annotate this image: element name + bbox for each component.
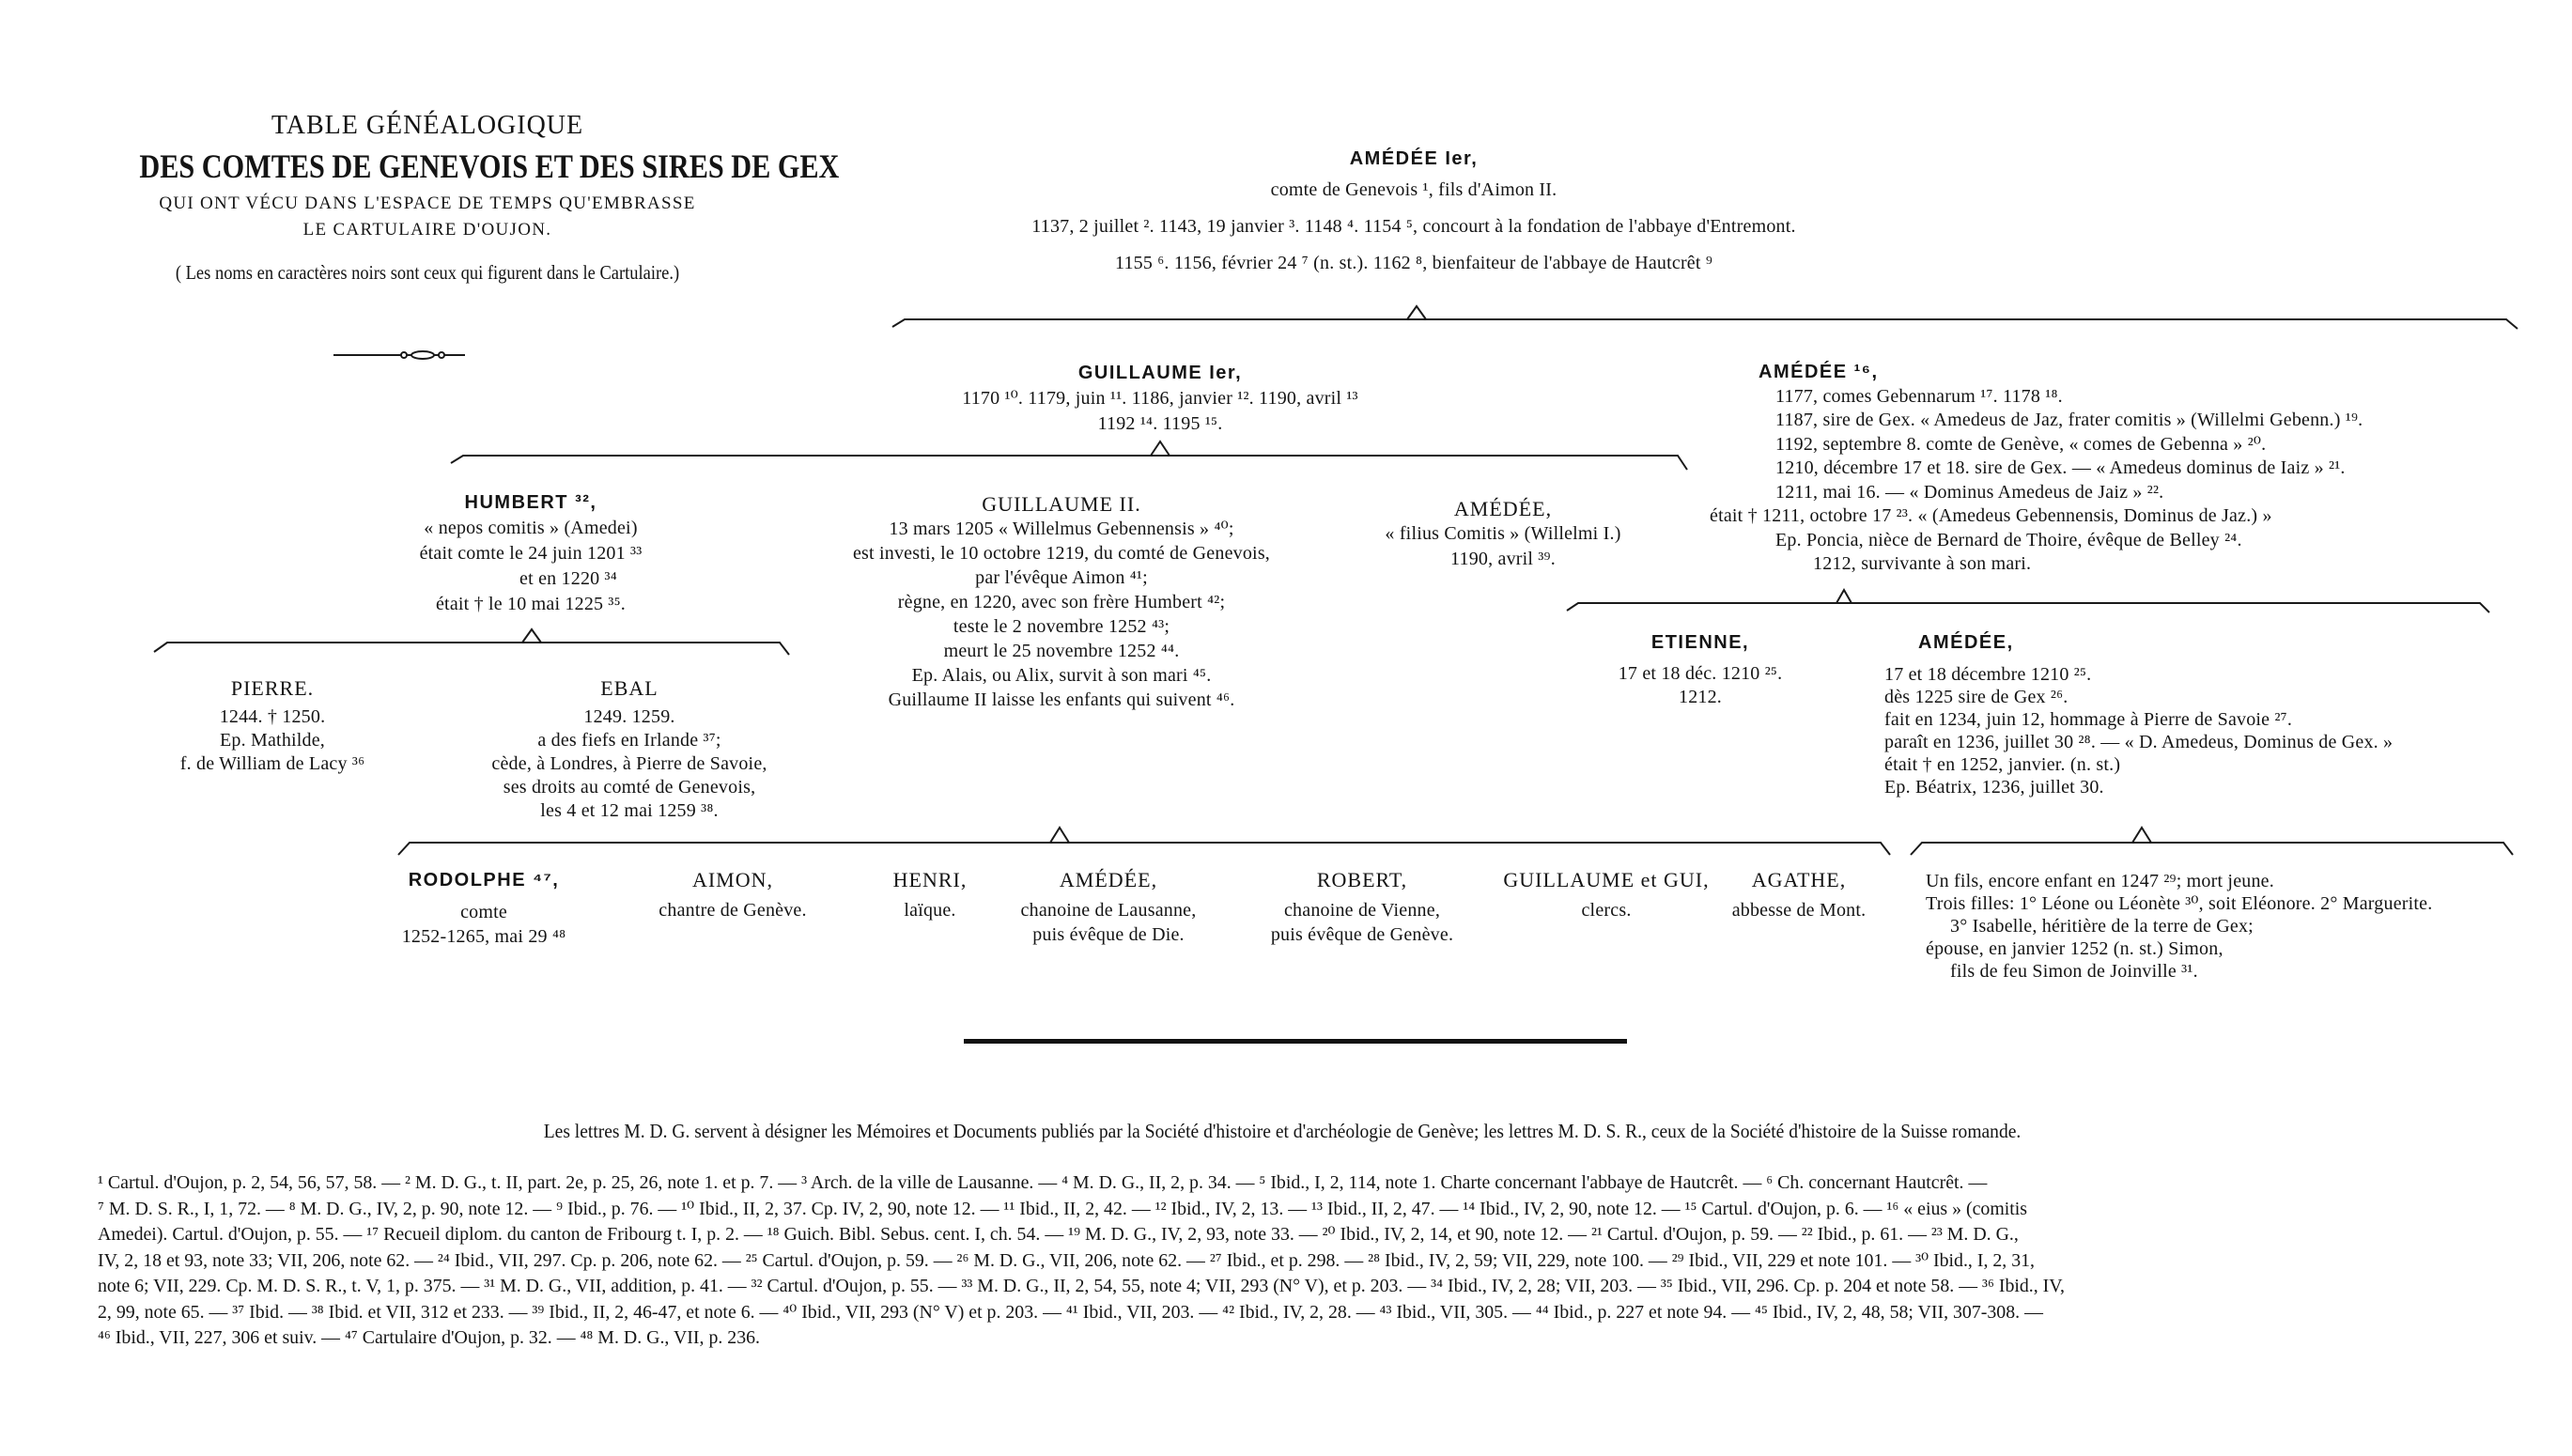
connector-guillaume-2-apex bbox=[1050, 828, 1069, 843]
person-name: HUMBERT ³², bbox=[464, 492, 597, 513]
person-name: AIMON, bbox=[691, 868, 774, 891]
person-detail: 1192, septembre 8. comte de Genève, « comes de Gebenna » ²⁰. bbox=[1775, 433, 2267, 455]
title-line-3: QUI ONT VÉCU DANS L'ESPACE DE TEMPS QU'EMBRASSE bbox=[159, 194, 696, 213]
title-line-4: LE CARTULAIRE D'OUJON. bbox=[302, 220, 552, 240]
person-detail: était † le 10 mai 1225 ³⁵. bbox=[435, 594, 627, 614]
title-ornament-center bbox=[411, 351, 434, 359]
footnote-line: Amedei). Cartul. d'Oujon, p. 55. — ¹⁷ Recueil diplom. du canton de Fribourg t. I, p. 2. — ¹⁸ Guich. Bibl. Sebus. cent. I, ch. 54. — ¹⁹ M. D. G., IV, 2, 93, note 33. — ²⁰ Ibid., IV, 2, 14, et 90, note 12. — ²¹ Cartul. d'Oujon, p. 59. — ²² Ibid., p. 61. — ²³ M. D. G., bbox=[98, 1224, 2019, 1245]
person-detail: chantre de Genève. bbox=[658, 900, 807, 921]
person-detail: chanoine de Lausanne, bbox=[1020, 900, 1197, 921]
person-detail: était comte le 24 juin 1201 ³³ bbox=[419, 543, 643, 564]
person-name: GUILLAUME Ier, bbox=[1077, 363, 1243, 383]
person-detail: cède, à Londres, à Pierre de Savoie, bbox=[491, 753, 767, 774]
person-humbert bbox=[376, 490, 686, 617]
person-detail: était † en 1252, janvier. (n. st.) bbox=[1884, 754, 2121, 775]
person-etienne bbox=[1588, 631, 1813, 709]
person-name: GUILLAUME II. bbox=[982, 492, 1141, 516]
person-detail: clercs. bbox=[1581, 900, 1632, 921]
person-detail: 17 et 18 décembre 1210 ²⁵. bbox=[1884, 664, 2092, 685]
person-detail: 1155 ⁶. 1156, février 24 ⁷ (n. st.). 1162 ⁸, bienfaiteur de l'abbaye de Hautcrêt ⁹ bbox=[1114, 253, 1713, 273]
connector-humbert bbox=[154, 643, 789, 655]
person-detail: Ep. Poncia, nièce de Bernard de Thoire, évêque de Belley ²⁴. bbox=[1775, 529, 2242, 550]
footnote-line: IV, 2, 18 et 93, note 33; VII, 206, note 62. — ²⁴ Ibid., VII, 297. Cp. p. 206, note 62. — ²⁵ Cartul. d'Oujon, p. 59. — ²⁶ M. D. G., VII, 206, note 62. — ²⁷ Ibid., et p. 298. — ²⁸ Ibid., IV, 2, 59; VII, 229, note 100. — ²⁹ Ibid., VII, 229 et note 101. — ³⁰ Ibid., I, 2, 31, bbox=[98, 1249, 2036, 1271]
person-detail: 1192 ¹⁴. 1195 ¹⁵. bbox=[1097, 413, 1223, 434]
person-name: EBAL bbox=[600, 676, 658, 700]
person-name: PIERRE. bbox=[230, 676, 315, 700]
person-amedee-gex bbox=[1710, 361, 2461, 577]
connector-amedee-1-apex bbox=[1407, 306, 1426, 319]
person-robert bbox=[1240, 868, 1484, 947]
person-detail: Un fils, encore enfant en 1247 ²⁹; mort jeune. bbox=[1926, 871, 2274, 891]
title-line-2: DES COMTES DE GENEVOIS ET DES SIRES DE GEX bbox=[139, 147, 840, 185]
person-detail: laïque. bbox=[904, 900, 956, 921]
person-amedee-filius bbox=[1343, 496, 1663, 572]
person-detail: paraît en 1236, juillet 30 ²⁸. — « D. Amedeus, Dominus de Gex. » bbox=[1884, 732, 2394, 752]
person-detail: règne, en 1220, avec son frère Humbert ⁴²; bbox=[897, 592, 1226, 612]
person-detail: « nepos comitis » (Amedei) bbox=[424, 518, 638, 538]
connector-amedee-gex-apex bbox=[1836, 590, 1852, 603]
person-detail: 3° Isabelle, héritière de la terre de Gex; bbox=[1950, 916, 2254, 937]
person-agathe bbox=[1700, 868, 1898, 922]
connector-amedee-1 bbox=[892, 319, 2518, 329]
section-separator bbox=[964, 1039, 1627, 1044]
person-name: AMÉDÉE, bbox=[1918, 632, 2014, 653]
person-detail: comte de Genevois ¹, fils d'Aimon II. bbox=[1270, 179, 1557, 200]
footnotes bbox=[98, 1170, 2502, 1352]
connector-guillaume-2 bbox=[398, 843, 1890, 855]
person-detail: 1211, mai 16. — « Dominus Amedeus de Jaiz » ²². bbox=[1775, 481, 2164, 503]
person-amedee-gex-2 bbox=[1884, 631, 2542, 798]
person-detail: 1212, survivante à son mari. bbox=[1813, 553, 2032, 574]
person-detail: puis évêque de Die. bbox=[1032, 924, 1185, 945]
footnote-line: 2, 99, note 65. — ³⁷ Ibid. — ³⁸ Ibid. et VII, 312 et 233. — ³⁹ Ibid., II, 2, 46-47, et note 6. — ⁴⁰ Ibid., VII, 293 (N° V) et p. 203. — ⁴¹ Ibid., VII, 203. — ⁴² Ibid., IV, 2, 28. — ⁴³ Ibid., VII, 305. — ⁴⁴ Ibid., p. 227 et note 94. — ⁴⁵ Ibid., IV, 2, 48, 58; VII, 307-308. — bbox=[98, 1301, 2043, 1323]
connector-humbert-apex bbox=[522, 629, 541, 643]
person-detail: fils de feu Simon de Joinville ³¹. bbox=[1950, 961, 2198, 982]
person-detail: épouse, en janvier 1252 (n. st.) Simon, bbox=[1926, 938, 2223, 959]
title-note: ( Les noms en caractères noirs sont ceux qui figurent dans le Cartulaire.) bbox=[175, 261, 680, 284]
person-detail: ses droits au comté de Genevois, bbox=[503, 777, 756, 798]
person-name: AMÉDÉE, bbox=[1453, 497, 1553, 520]
person-detail: 1212. bbox=[1679, 687, 1722, 707]
person-detail: et en 1220 ³⁴ bbox=[519, 568, 617, 589]
person-aimon bbox=[639, 868, 827, 922]
person-detail: 1190, avril ³⁹. bbox=[1450, 549, 1556, 569]
person-name: AGATHE, bbox=[1751, 868, 1847, 891]
person-name: AMÉDÉE, bbox=[1059, 868, 1158, 891]
person-name: AMÉDÉE ¹⁶, bbox=[1759, 362, 1879, 382]
person-name: ETIENNE, bbox=[1650, 632, 1750, 653]
person-detail: était † 1211, octobre 17 ²³. « (Amedeus Gebennensis, Dominus de Jaz.) » bbox=[1710, 505, 2272, 526]
person-detail: Trois filles: 1° Léone ou Léonète ³⁰, soit Eléonore. 2° Marguerite. bbox=[1926, 893, 2433, 914]
person-detail: comte bbox=[460, 902, 507, 922]
person-detail: a des fiefs en Irlande ³⁷; bbox=[537, 730, 721, 751]
footnote-line: note 6; VII, 229. Cp. M. D. S. R., t. V, 1, p. 375. — ³¹ M. D. G., VII, addition, p. 41. — ³² Cartul. d'Oujon, p. 55. — ³³ M. D. G., II, 2, 54, 55, note 4; VII, 293 (N° V), et p. 203. — ³⁴ Ibid., IV, 2, 28; VII, 203. — ³⁵ Ibid., VII, 296. Cp. p. 204 et note 58. — ³⁶ Ibid., IV, bbox=[98, 1276, 2066, 1296]
person-detail: Ep. Alais, ou Alix, survit à son mari ⁴⁵. bbox=[911, 665, 1212, 686]
person-detail: puis évêque de Genève. bbox=[1270, 924, 1454, 945]
person-guillaume-gui bbox=[1494, 868, 1719, 922]
person-name: RODOLPHE ⁴⁷, bbox=[408, 870, 560, 891]
person-detail: chanoine de Vienne, bbox=[1283, 900, 1441, 921]
footnote-line: ¹ Cartul. d'Oujon, p. 2, 54, 56, 57, 58. — ² M. D. G., t. II, part. 2e, p. 25, 26, note 1. et p. 7. — ³ Arch. de la ville de Lausanne. — ⁴ M. D. G., II, 2, p. 34. — ⁵ Ibid., I, 2, 114, note 1. Charte concernant l'abbaye de Hautcrêt. — ⁶ Ch. concernant Hautcrêt. — bbox=[98, 1172, 1988, 1193]
person-detail: Ep. Béatrix, 1236, juillet 30. bbox=[1884, 777, 2104, 798]
person-detail: « filius Comitis » (Willelmi I.) bbox=[1385, 523, 1621, 544]
person-ebal bbox=[460, 676, 798, 823]
person-detail: f. de William de Lacy ³⁶ bbox=[179, 753, 365, 774]
footnote-line: ⁷ M. D. S. R., I, 1, 72. — ⁸ M. D. G., IV, 2, p. 90, note 12. — ⁹ Ibid., p. 76. — ¹⁰ Ibid., II, 2, 37. Cp. IV, 2, 90, note 12. — ¹¹ Ibid., II, 2, 42. — ¹² Ibid., IV, 2, 13. — ¹³ Ibid., II, 2, 47. — ¹⁴ Ibid., IV, 2, 90, note 12. — ¹⁵ Cartul. d'Oujon, p. 6. — ¹⁶ « eius » (comitis bbox=[98, 1198, 2028, 1219]
person-detail: Guillaume II laisse les enfants qui suivent ⁴⁶. bbox=[888, 689, 1235, 710]
person-detail: teste le 2 novembre 1252 ⁴³; bbox=[953, 616, 1170, 637]
person-detail: 17 et 18 déc. 1210 ²⁵. bbox=[1618, 663, 1783, 684]
connector-amedee-gex bbox=[1567, 603, 2489, 612]
person-name: HENRI, bbox=[892, 868, 968, 891]
person-detail: par l'évêque Aimon ⁴¹; bbox=[975, 567, 1148, 588]
person-detail: 1244. † 1250. bbox=[219, 706, 326, 727]
connector-guillaume-1-apex bbox=[1151, 441, 1170, 456]
connector-amedee-gex2 bbox=[1911, 843, 2513, 855]
person-henri bbox=[874, 868, 986, 922]
person-gex-children bbox=[1926, 870, 2546, 983]
abbreviation-legend: Les lettres M. D. G. servent à désigner les Mémoires et Documents publiés par la Société d'histoire et d'archéologie de Genève; les lettres M. D. S. R., ceux de la Société d'histoire de la Suisse romande. bbox=[543, 1120, 2022, 1142]
person-detail: 13 mars 1205 « Willelmus Gebennensis » ⁴⁰; bbox=[889, 519, 1234, 539]
person-detail: 1252-1265, mai 29 ⁴⁸ bbox=[401, 926, 566, 947]
person-guillaume-2 bbox=[798, 492, 1325, 712]
person-detail: 1177, comes Gebennarum ¹⁷. 1178 ¹⁸. bbox=[1775, 385, 2063, 407]
connector-amedee-gex2-apex bbox=[2132, 828, 2151, 843]
person-detail: meurt le 25 novembre 1252 ⁴⁴. bbox=[943, 641, 1180, 661]
title-block bbox=[85, 109, 840, 286]
connector-guillaume-1 bbox=[451, 456, 1687, 470]
person-detail: 1187, sire de Gex. « Amedeus de Jaz, frater comitis » (Willelmi Gebenn.) ¹⁹. bbox=[1775, 410, 2363, 430]
person-amedee-1 bbox=[892, 147, 1935, 276]
person-detail: 1137, 2 juillet ². 1143, 19 janvier ³. 1148 ⁴. 1154 ⁵, concourt à la fondation de l'abbaye d'Entremont. bbox=[1031, 216, 1796, 237]
person-detail: fait en 1234, juin 12, hommage à Pierre de Savoie ²⁷. bbox=[1884, 709, 2293, 730]
person-detail: 1210, décembre 17 et 18. sire de Gex. — « Amedeus dominus de Iaiz » ²¹. bbox=[1775, 457, 2346, 478]
person-name: ROBERT, bbox=[1316, 868, 1408, 891]
person-detail: dès 1225 sire de Gex ²⁶. bbox=[1884, 687, 2068, 707]
person-name: AMÉDÉE Ier, bbox=[1349, 148, 1479, 169]
person-rodolphe bbox=[385, 868, 582, 949]
person-detail: 1170 ¹⁰. 1179, juin ¹¹. 1186, janvier ¹². 1190, avril ¹³ bbox=[962, 388, 1358, 409]
person-detail: 1249. 1259. bbox=[583, 706, 675, 727]
title-line-1: TABLE GÉNÉALOGIQUE bbox=[271, 111, 584, 140]
person-detail: abbesse de Mont. bbox=[1731, 900, 1867, 921]
person-guillaume-1 bbox=[883, 361, 1437, 437]
person-amedee-die bbox=[996, 868, 1221, 947]
footnote-line: ⁴⁶ Ibid., VII, 227, 306 et suiv. — ⁴⁷ Cartulaire d'Oujon, p. 32. — ⁴⁸ M. D. G., VII, p. 236. bbox=[98, 1327, 761, 1348]
person-pierre bbox=[132, 676, 413, 776]
person-detail: les 4 et 12 mai 1259 ³⁸. bbox=[540, 800, 719, 821]
person-detail: Ep. Mathilde, bbox=[219, 730, 326, 751]
person-detail: est investi, le 10 octobre 1219, du comté de Genevois, bbox=[852, 543, 1271, 564]
person-name: GUILLAUME et GUI, bbox=[1503, 868, 1710, 891]
